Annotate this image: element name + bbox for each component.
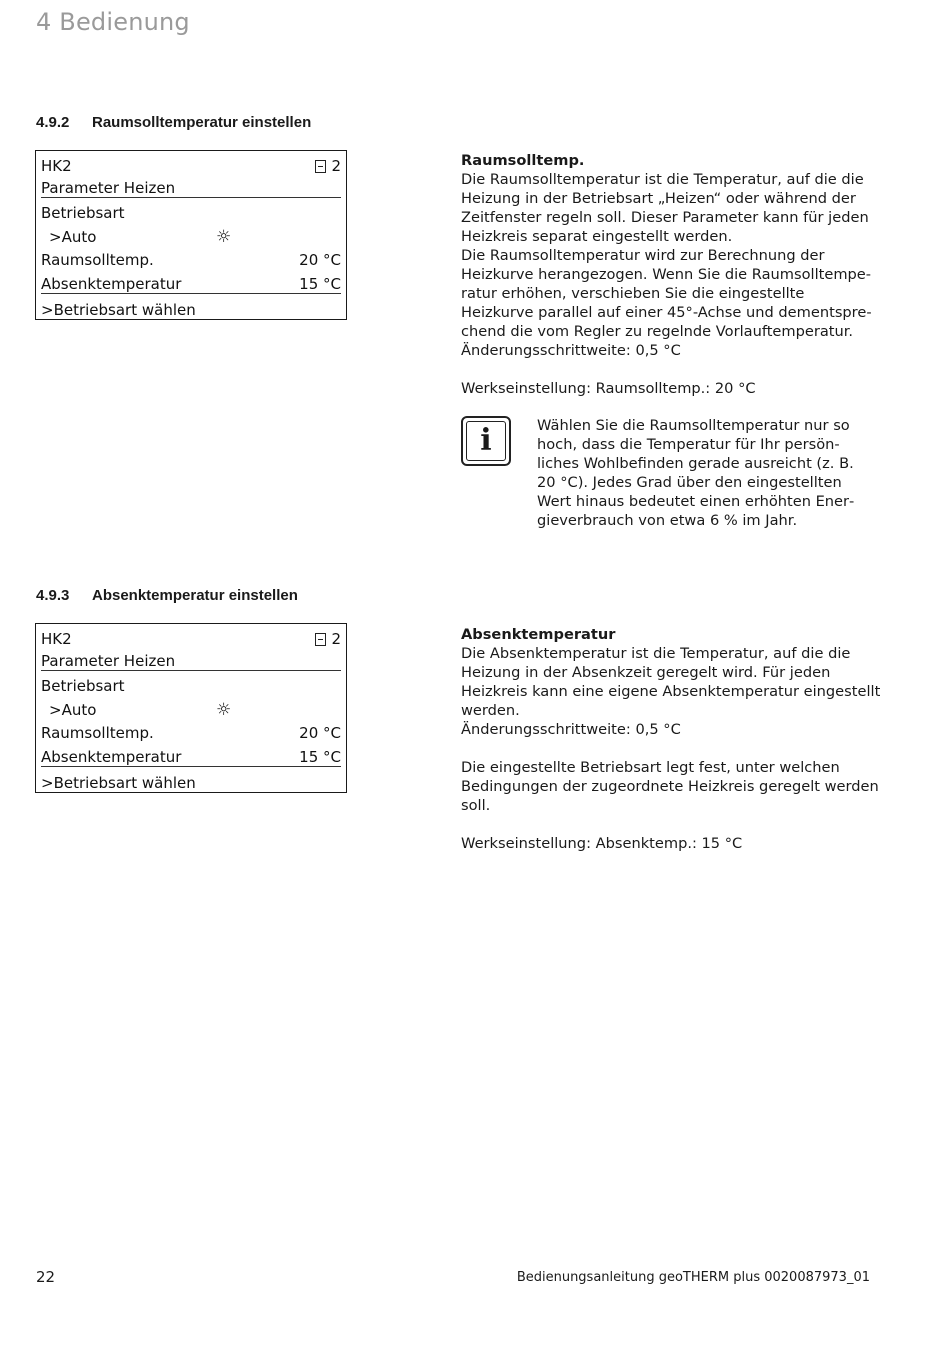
display-title: HK2 <box>41 157 72 175</box>
text-paragraph: Die Raumsolltemperatur ist die Temperatur, auf die die Heizung in der Betriebsart „Heizen“ oder während der Zeitfenster regeln soll. Dieser Parameter kann für jeden Heizkreis separat eingestellt werden. <box>461 171 869 245</box>
text-step-size: Änderungsschrittweite: 0,5 °C <box>461 342 681 359</box>
document-title: Bedienungsanleitung geoTHERM plus 0020087973_01 <box>516 1270 870 1285</box>
display-subtitle: Parameter Heizen <box>41 652 176 670</box>
page-number: 22 <box>36 1268 56 1286</box>
display-divider <box>41 197 341 198</box>
display-divider <box>41 293 341 294</box>
display-header-row <box>41 156 341 176</box>
room-temp-row[interactable] <box>41 250 341 270</box>
display-panel-room-temp <box>35 150 347 320</box>
text-paragraph: Die Absenktemperatur ist die Temperatur, auf die die Heizung in der Absenkzeit geregelt wird. Für jeden Heizkreis kann eine eigene Absenktemperatur eingestellt werden. <box>461 645 881 719</box>
display-divider <box>41 670 341 671</box>
info-symbol: i <box>466 421 506 461</box>
section-title-4-9-3 <box>36 587 298 604</box>
section-number: 4.9.2 <box>36 114 70 131</box>
chapter-heading: 4 Bedienung <box>36 8 190 36</box>
info-note: Wählen Sie die Raumsolltemperatur nur so hoch, dass die Temperatur für Ihr persönliches Wohlbefinden gerade ausreicht (z. B. 20 °C). Jedes Grad über den eingestellten Wert hinaus bedeutet einen erhöhten Energieverbrauch von etwa 6 % im Jahr. <box>537 417 855 529</box>
room-temp-value: 20 °C <box>299 251 341 269</box>
page-indicator-number: 2 <box>331 157 341 175</box>
info-icon <box>461 416 511 466</box>
section-text-room-temp <box>461 151 881 398</box>
section-text-setback-temp <box>461 625 881 853</box>
mode-value: >Auto <box>49 701 97 719</box>
menu-page-icon <box>315 160 326 173</box>
mode-value: >Auto <box>49 228 97 246</box>
sun-icon: ☼ <box>216 227 232 247</box>
page-indicator <box>315 156 341 176</box>
setback-temp-label: Absenktemperatur <box>41 275 182 293</box>
text-factory-setting: Werkseinstellung: Absenktemp.: 15 °C <box>461 835 743 852</box>
setback-temp-row[interactable] <box>41 274 341 294</box>
room-temp-row[interactable] <box>41 723 341 743</box>
mode-row[interactable] <box>41 227 341 247</box>
display-divider <box>41 766 341 767</box>
section-title-4-9-2 <box>36 114 311 131</box>
sun-icon: ☼ <box>216 700 232 720</box>
room-temp-value: 20 °C <box>299 724 341 742</box>
section-title-text: Absenktemperatur einstellen <box>92 587 298 604</box>
text-factory-setting: Werkseinstellung: Raumsolltemp.: 20 °C <box>461 380 756 397</box>
setback-temp-label: Absenktemperatur <box>41 748 182 766</box>
section-title-text: Raumsolltemperatur einstellen <box>92 114 312 131</box>
text-step-size: Änderungsschrittweite: 0,5 °C <box>461 721 681 738</box>
page-indicator <box>315 629 341 649</box>
display-subtitle: Parameter Heizen <box>41 179 176 197</box>
display-title: HK2 <box>41 630 72 648</box>
setback-temp-value: 15 °C <box>299 748 341 766</box>
section-number: 4.9.3 <box>36 587 70 604</box>
page-indicator-number: 2 <box>331 630 341 648</box>
setback-temp-row[interactable] <box>41 747 341 767</box>
display-header-row <box>41 629 341 649</box>
display-panel-setback-temp <box>35 623 347 793</box>
room-temp-label: Raumsolltemp. <box>41 724 154 742</box>
text-heading: Absenktemperatur <box>461 626 616 643</box>
room-temp-label: Raumsolltemp. <box>41 251 154 269</box>
select-mode-action[interactable]: >Betriebsart wählen <box>41 774 196 792</box>
text-paragraph: Die eingestellte Betriebsart legt fest, unter welchen Bedingungen der zugeordnete Heizkreis geregelt werden soll. <box>461 759 879 814</box>
text-paragraph: Die Raumsolltemperatur wird zur Berechnung der Heizkurve herangezogen. Wenn Sie die Raumsolltemperatur erhöhen, verschieben Sie die eingestellte Heizkurve parallel auf einer 45°-Achse und dementsprechend die vom Regler zu regelnde Vorlauftemperatur. <box>461 247 872 340</box>
mode-label: Betriebsart <box>41 677 125 695</box>
mode-label: Betriebsart <box>41 204 125 222</box>
setback-temp-value: 15 °C <box>299 275 341 293</box>
menu-page-icon <box>315 633 326 646</box>
mode-row[interactable] <box>41 700 341 720</box>
text-heading: Raumsolltemp. <box>461 152 585 169</box>
select-mode-action[interactable]: >Betriebsart wählen <box>41 301 196 319</box>
